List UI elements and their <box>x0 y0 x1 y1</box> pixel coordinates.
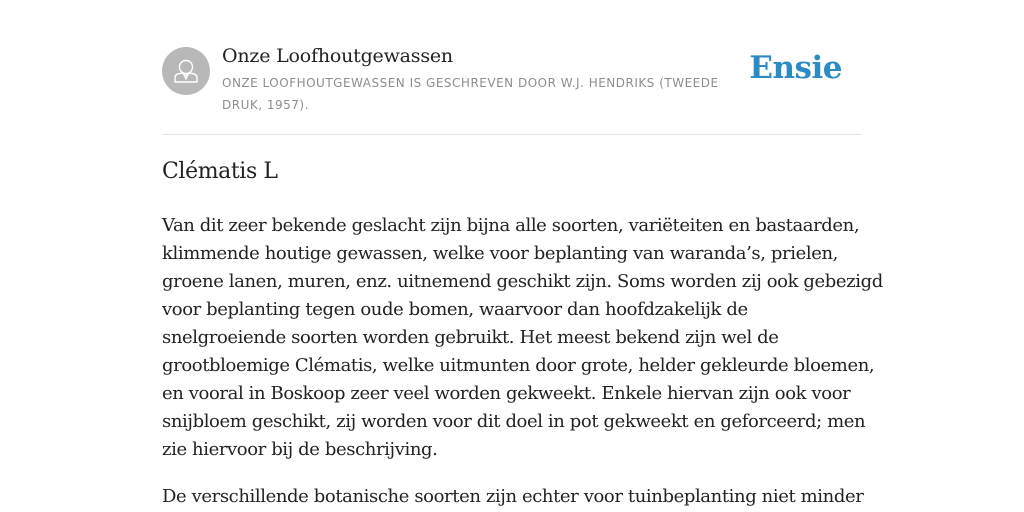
article-title: Clématis L <box>162 159 278 184</box>
content-container <box>162 0 883 507</box>
article-paragraph-1 <box>162 212 883 464</box>
paragraph-line: groene lanen, muren, enz. uitnemend geschikt zijn. Soms worden zij ook gebezigd <box>162 271 883 292</box>
ensie-logo-link[interactable]: Ensie <box>749 50 842 86</box>
paragraph-line: snelgroeiende soorten worden gebruikt. Het meest bekend zijn wel de <box>162 327 779 348</box>
article-paragraph-2 <box>162 483 862 511</box>
paragraph-line: klimmende houtige gewassen, welke voor beplanting van waranda’s, prielen, <box>162 243 838 264</box>
avatar-graphic <box>162 47 210 95</box>
paragraph-line: en vooral in Boskoop zeer veel worden gekweekt. Enkele hiervan zijn ook voor <box>162 383 851 404</box>
paragraph-line: De verschillende botanische soorten zijn echter voor tuinbeplanting niet minder <box>162 486 864 507</box>
paragraph-line: zie hiervoor bij de beschrijving. <box>162 439 438 460</box>
book-header <box>162 0 862 135</box>
paragraph-line: voor beplanting tegen oude bomen, waarvoor dan hoofdzakelijk de <box>162 299 748 320</box>
paragraph-line: Van dit zeer bekende geslacht zijn bijna alle soorten, variëteiten en bastaarden, <box>162 215 860 236</box>
paragraph-line: grootbloemige Clématis, welke uitmunten door grote, helder gekleurde bloemen, <box>162 355 875 376</box>
user-outline-icon <box>162 47 210 95</box>
book-title-link[interactable]: Onze Loofhoutgewassen <box>222 45 453 67</box>
paragraph-line: snijbloem geschikt, zij worden voor dit doel in pot gekweekt en geforceerd; men <box>162 411 866 432</box>
book-subtitle: ONZE LOOFHOUTGEWASSEN IS GESCHREVEN DOOR W.J. HENDRIKS (TWEEDE DRUK, 1957). <box>222 76 719 112</box>
